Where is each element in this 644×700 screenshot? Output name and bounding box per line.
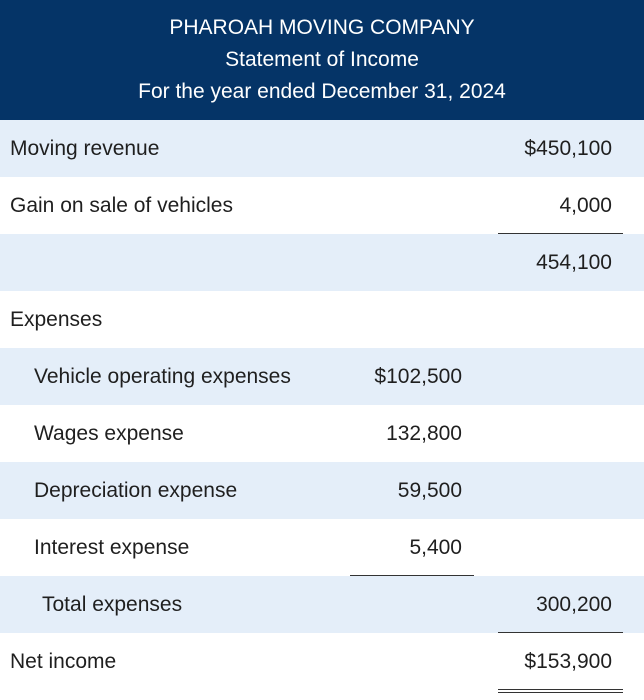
row-interest-expense <box>0 519 644 576</box>
row-vehicle-operating-expenses <box>0 348 644 405</box>
company-name: PHAROAH MOVING COMPANY <box>169 16 475 39</box>
row-wages-expense <box>0 405 644 462</box>
total-expenses-amount: 300,200 <box>536 593 612 616</box>
row-moving-revenue <box>0 120 644 177</box>
gain-on-sale-label: Gain on sale of vehicles <box>10 194 233 217</box>
row-depreciation-expense <box>0 462 644 519</box>
row-total-expenses <box>0 576 644 633</box>
row-gain-on-sale <box>0 177 644 234</box>
interest-expense-label: Interest expense <box>34 536 190 559</box>
wages-expense-amount: 132,800 <box>386 422 462 445</box>
row-expenses-heading <box>0 291 644 348</box>
statement-title: Statement of Income <box>225 48 419 71</box>
row-total-revenues <box>0 234 644 291</box>
depreciation-expense-amount: 59,500 <box>397 479 462 502</box>
vehicle-operating-expenses-label: Vehicle operating expenses <box>34 365 291 388</box>
statement-header <box>0 0 644 120</box>
wages-expense-label: Wages expense <box>34 422 184 445</box>
vehicle-operating-expenses-amount: $102,500 <box>374 365 462 388</box>
total-revenues-amount: 454,100 <box>536 251 612 274</box>
interest-expense-amount: 5,400 <box>409 536 462 559</box>
moving-revenue-label: Moving revenue <box>10 137 160 160</box>
moving-revenue-amount: $450,100 <box>524 137 612 160</box>
net-income-label: Net income <box>10 650 117 673</box>
gain-on-sale-amount: 4,000 <box>559 194 612 217</box>
net-income-double-rule <box>498 689 623 693</box>
row-net-income <box>0 633 644 690</box>
expenses-heading: Expenses <box>10 308 103 331</box>
total-expenses-label: Total expenses <box>42 593 183 616</box>
depreciation-expense-label: Depreciation expense <box>34 479 238 502</box>
net-income-amount: $153,900 <box>524 650 612 673</box>
statement-period: For the year ended December 31, 2024 <box>138 80 506 103</box>
